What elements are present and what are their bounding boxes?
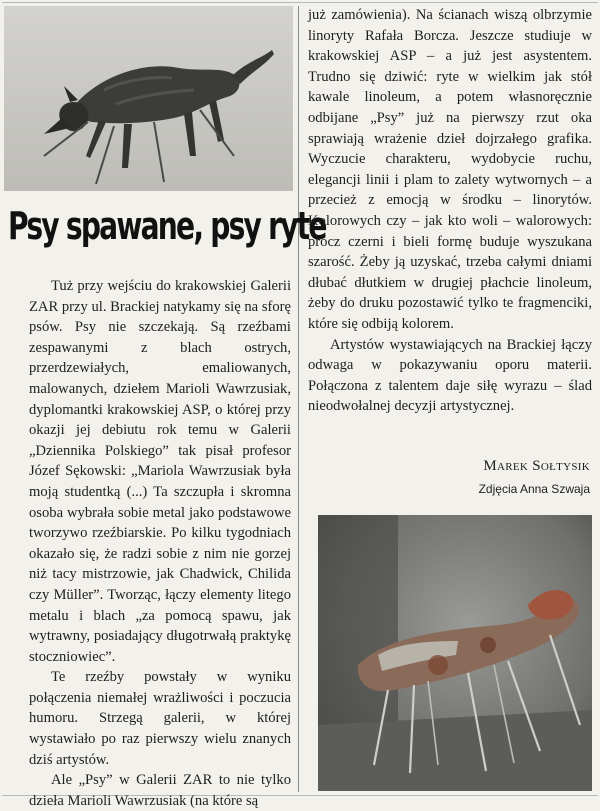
paragraph: Artystów wystawiających na Brackiej łączy odwaga w pokazywaniu oporu materii. Połączona z talentem daje siłę wyrazu – ślad nieodwołalnej decyzji artystycznej. [308, 336, 592, 415]
paragraph: Tuż przy wejściu do krakowskiej Galerii ZAR przy ul. Brackiej natykamy się na sforę psów. Psy nie szczekają. Są rzeźbami zespawanymi z blach ostrych, przerdzewiałych, emaliowanych, malowanych, dziełem Marioli Wawrzusiak, dyplomantki krakowskiej ASP, o której przy okazji jej debiutu rok temu w Galerii „Dziennika Polskiego” tak pisał profesor Józef Sękowski: „Mariola Wawrzusiak była moją studentką (...) Ta szczupła i skromna osoba wybrała sobie metal jako podstawowe tworzywo rzeźbiarskie. Po kilku tygodniach okazało się, że radzi sobie z nim nie gorzej niż tacy mistrzowie, jak Chadwick, Chilida czy Müller”. Tworząc, łączy elementy litego metalu i blach „za pomocą spawu, jak wytrawny, posiadający długotrwałą praktykę stoczniowiec”. [29, 278, 291, 665]
author-byline: Marek Sołtysik [483, 458, 590, 474]
right-column [308, 5, 592, 417]
welded-dog-sculpture-photo [318, 515, 592, 791]
paragraph: Te rzeźby powstały w wyniku połączenia niemałej wrażliwości i poczucia humoru. Strzegą galerii, w której wystawiało po raz pierwszy wielu znanych dziś artystów. [29, 669, 291, 768]
linocut-dog-photo [4, 6, 293, 191]
left-column [29, 276, 291, 811]
paragraph: już zamówienia). Na ścianach wiszą olbrzymie linoryty Rafała Borcza. Jeszcze studiuje w krakowskiej ASP – a już jest asystentem. Trudno się dziwić: ryte w wielkim jak stół kawale linoleum, a potem własnoręcznie odbijane „Psy” już na pierwszy rzut oka sprawiają wrażenie dzieł dojrzałego grafika. Wyczucie charakteru, wydobycie ruchu, elegancji linii i plam to zalety wytwornych – a przecież z emocją w środku – linorytów. Kolorowych czy – jak kto woli – walorowych: prócz czerni i bieli formę buduje wyszukana szarość. Żeby ją uzyskać, trzeba całymi dniami dłubać dłutkiem w drugiej płachcie linoleum, żeby do druku pozostawić tylko te fragmenciki, które się odbiją kolorem. [308, 7, 592, 332]
paragraph: Ale „Psy” w Galerii ZAR to nie tylko dzieła Marioli Wawrzusiak (na które są [29, 772, 291, 809]
photo-credit: Zdjęcia Anna Szwaja [478, 482, 590, 496]
column-rule [298, 6, 299, 792]
article-title: Psy spawane, psy ryte [8, 204, 326, 248]
top-rule [2, 2, 598, 3]
